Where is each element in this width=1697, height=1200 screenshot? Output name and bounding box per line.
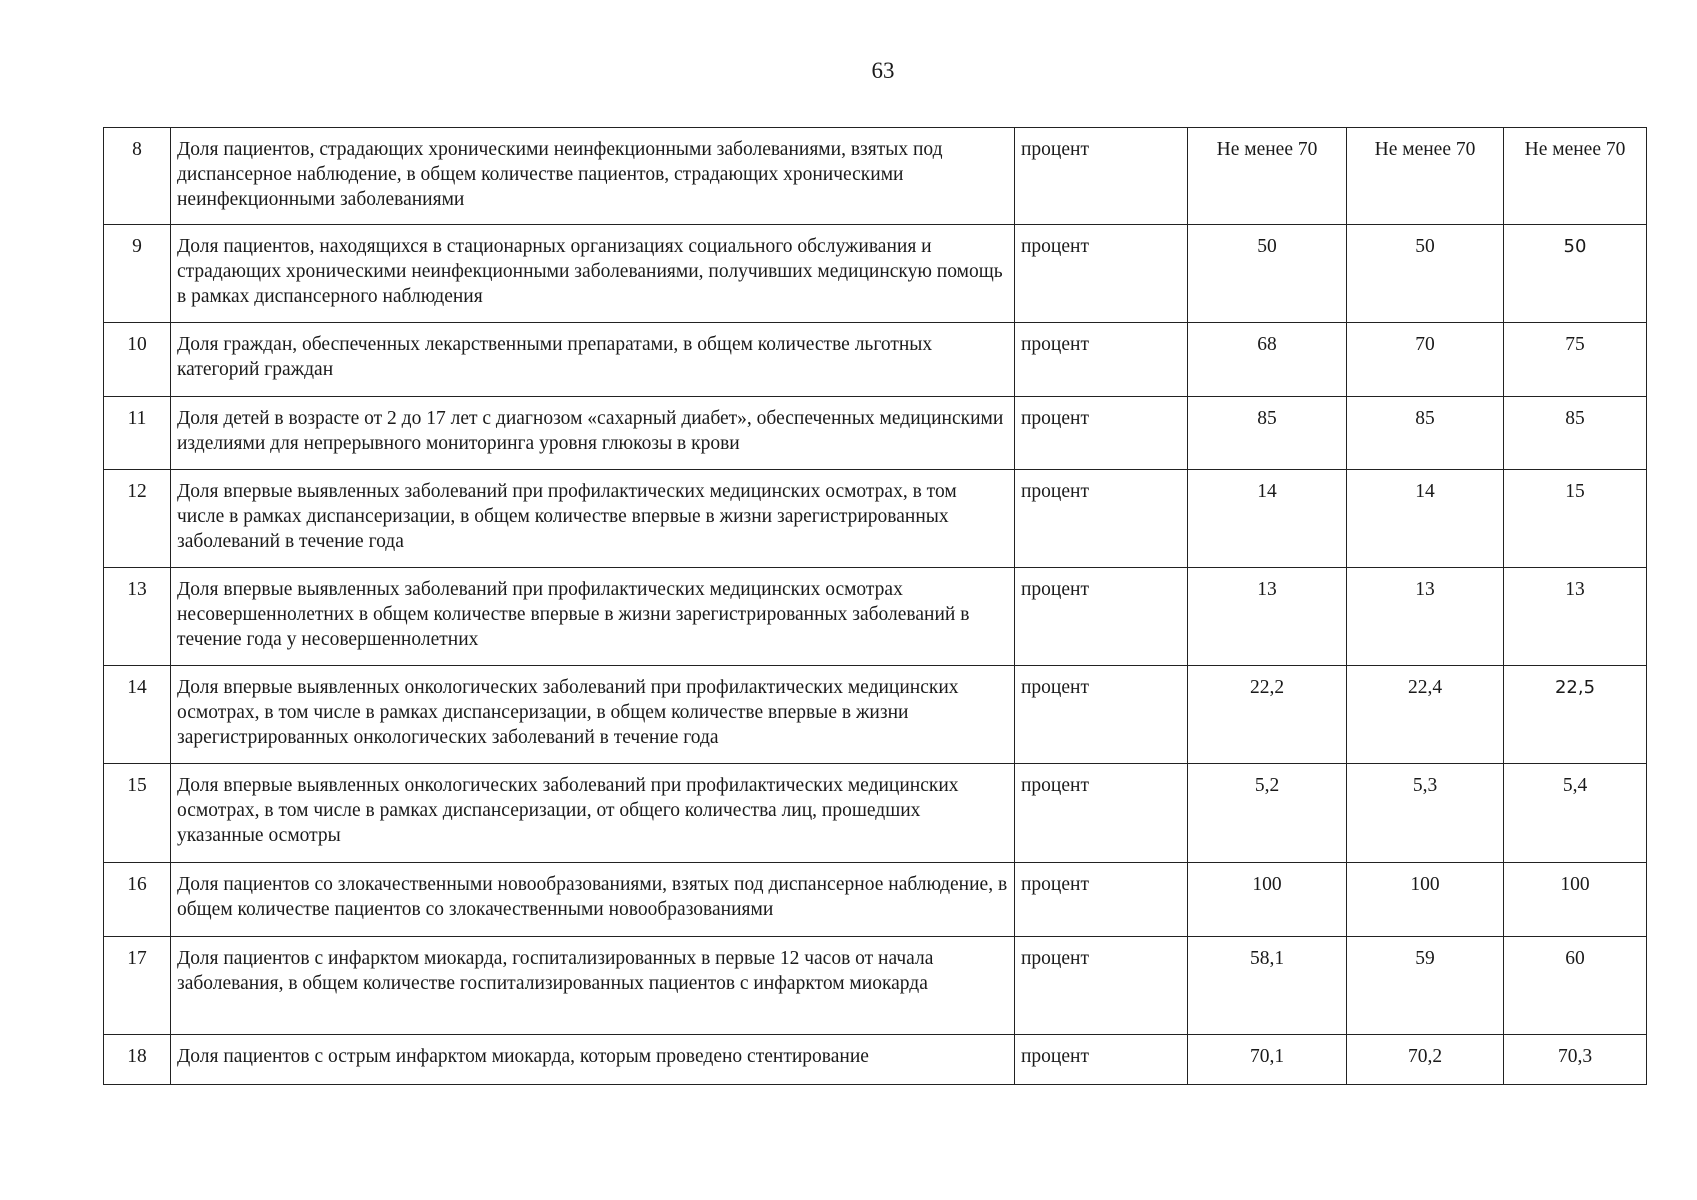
value-year-3: 50	[1504, 225, 1647, 323]
table-row	[104, 225, 1647, 323]
unit: процент	[1015, 397, 1188, 470]
table-row	[104, 470, 1647, 568]
row-number: 10	[104, 323, 171, 397]
table-row	[104, 666, 1647, 764]
indicator-name: Доля впервые выявленных заболеваний при профилактических медицинских осмотрах, в том числе в рамках диспансеризации, в общем количестве впервые в жизни зарегистрированных заболеваний в течение года	[171, 470, 1015, 568]
value-year-3: 22,5	[1504, 666, 1647, 764]
indicator-name: Доля пациентов, страдающих хроническими неинфекционными заболеваниями, взятых под диспансерное наблюдение, в общем количестве пациентов, страдающих хроническими неинфекционными заболеваниями	[171, 128, 1015, 225]
value-year-1: 68	[1188, 323, 1347, 397]
indicator-name: Доля впервые выявленных заболеваний при профилактических медицинских осмотрах несовершеннолетних в общем количестве впервые в жизни зарегистрированных заболеваний в течение года у несовершеннолетних	[171, 568, 1015, 666]
row-number: 12	[104, 470, 171, 568]
value-year-2: 22,4	[1347, 666, 1504, 764]
value-year-3: Не менее 70	[1504, 128, 1647, 225]
value-year-2: 5,3	[1347, 764, 1504, 863]
table-row	[104, 937, 1647, 1035]
value-year-3: 5,4	[1504, 764, 1647, 863]
unit: процент	[1015, 937, 1188, 1035]
row-number: 17	[104, 937, 171, 1035]
value-year-1: 50	[1188, 225, 1347, 323]
value-year-3: 13	[1504, 568, 1647, 666]
indicator-name: Доля граждан, обеспеченных лекарственными препаратами, в общем количестве льготных категорий граждан	[171, 323, 1015, 397]
unit: процент	[1015, 225, 1188, 323]
table-row	[104, 863, 1647, 937]
value-year-3: 60	[1504, 937, 1647, 1035]
value-year-3: 75	[1504, 323, 1647, 397]
value-year-1: 85	[1188, 397, 1347, 470]
value-year-1: 22,2	[1188, 666, 1347, 764]
value-year-3: 100	[1504, 863, 1647, 937]
value-year-1: 13	[1188, 568, 1347, 666]
unit: процент	[1015, 568, 1188, 666]
row-number: 14	[104, 666, 171, 764]
value-year-3: 15	[1504, 470, 1647, 568]
table-row	[104, 128, 1647, 225]
value-year-3: 70,3	[1504, 1035, 1647, 1085]
table-row	[104, 1035, 1647, 1085]
value-year-1: 58,1	[1188, 937, 1347, 1035]
unit: процент	[1015, 863, 1188, 937]
unit: процент	[1015, 666, 1188, 764]
indicator-name: Доля впервые выявленных онкологических заболеваний при профилактических медицинских осмотрах, в том числе в рамках диспансеризации, от общего количества лиц, прошедших указанные осмотры	[171, 764, 1015, 863]
indicator-name: Доля детей в возрасте от 2 до 17 лет с диагнозом «сахарный диабет», обеспеченных медицинскими изделиями для непрерывного мониторинга уровня глюкозы в крови	[171, 397, 1015, 470]
value-year-1: 70,1	[1188, 1035, 1347, 1085]
unit: процент	[1015, 470, 1188, 568]
value-year-1: 100	[1188, 863, 1347, 937]
unit: процент	[1015, 1035, 1188, 1085]
value-year-2: 100	[1347, 863, 1504, 937]
value-year-2: 70,2	[1347, 1035, 1504, 1085]
row-number: 8	[104, 128, 171, 225]
indicator-name: Доля пациентов, находящихся в стационарных организациях социального обслуживания и страдающих хроническими неинфекционными заболеваниями, получивших медицинскую помощь в рамках диспансерного наблюдения	[171, 225, 1015, 323]
value-year-2: 14	[1347, 470, 1504, 568]
value-year-2: 70	[1347, 323, 1504, 397]
row-number: 18	[104, 1035, 171, 1085]
row-number: 16	[104, 863, 171, 937]
row-number: 11	[104, 397, 171, 470]
unit: процент	[1015, 323, 1188, 397]
value-year-2: 50	[1347, 225, 1504, 323]
value-year-1: Не менее 70	[1188, 128, 1347, 225]
row-number: 13	[104, 568, 171, 666]
page-number: 63	[871, 58, 895, 83]
value-year-2: 59	[1347, 937, 1504, 1035]
indicators-table	[103, 127, 1647, 1085]
unit: процент	[1015, 764, 1188, 863]
value-year-2: 85	[1347, 397, 1504, 470]
value-year-1: 5,2	[1188, 764, 1347, 863]
indicator-name: Доля впервые выявленных онкологических заболеваний при профилактических медицинских осмотрах, в том числе в рамках диспансеризации, в общем количестве впервые в жизни зарегистрированных онкологических заболеваний в течение года	[171, 666, 1015, 764]
table-row	[104, 323, 1647, 397]
value-year-2: Не менее 70	[1347, 128, 1504, 225]
unit: процент	[1015, 128, 1188, 225]
table-row	[104, 764, 1647, 863]
indicator-name: Доля пациентов с острым инфарктом миокарда, которым проведено стентирование	[171, 1035, 1015, 1085]
indicator-name: Доля пациентов со злокачественными новообразованиями, взятых под диспансерное наблюдение, в общем количестве пациентов со злокачественными новообразованиями	[171, 863, 1015, 937]
row-number: 15	[104, 764, 171, 863]
value-year-2: 13	[1347, 568, 1504, 666]
table-row	[104, 397, 1647, 470]
indicator-name: Доля пациентов с инфарктом миокарда, госпитализированных в первые 12 часов от начала заболевания, в общем количестве госпитализированных пациентов с инфарктом миокарда	[171, 937, 1015, 1035]
table-row	[104, 568, 1647, 666]
value-year-1: 14	[1188, 470, 1347, 568]
value-year-3: 85	[1504, 397, 1647, 470]
row-number: 9	[104, 225, 171, 323]
